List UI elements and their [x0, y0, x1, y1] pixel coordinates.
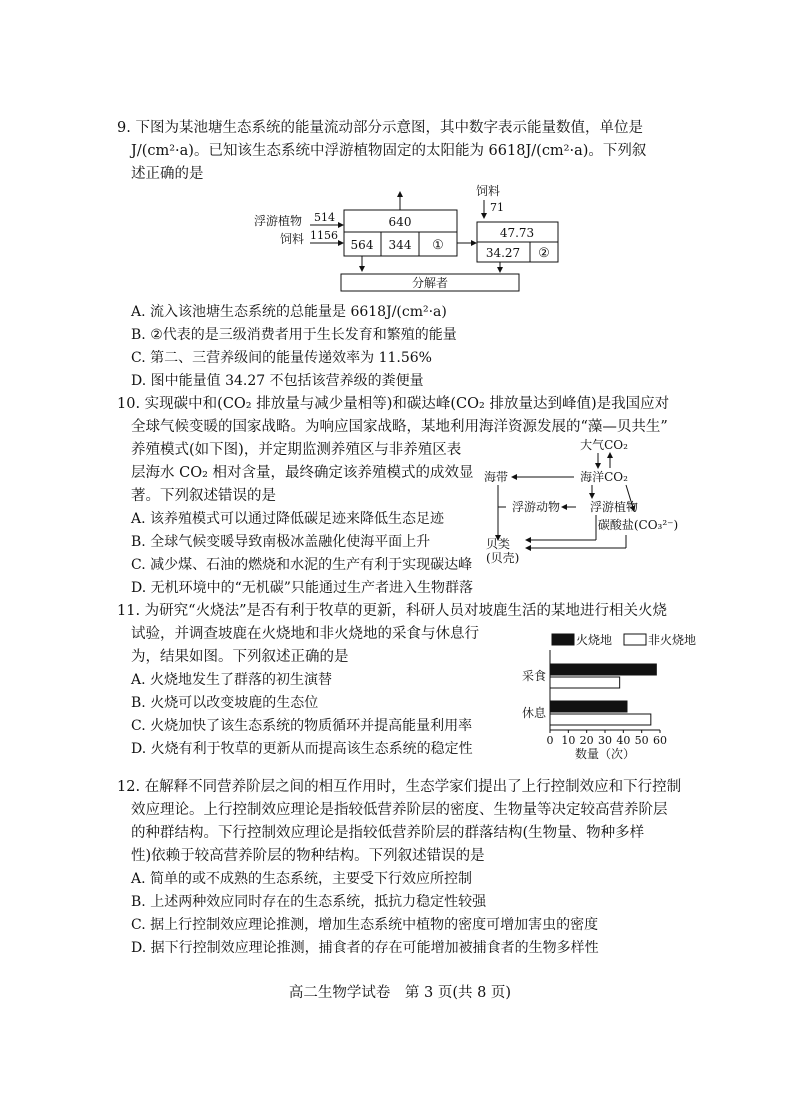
q11-option-c: C. 火烧加快了该生态系统的物质循环并提高能量利用率 — [131, 718, 473, 734]
box1-b: 344 — [388, 238, 412, 252]
ocean-co2: 海洋CO₂ — [580, 470, 628, 484]
page-footer: 高二生物学试卷 第 3 页(共 8 页) — [288, 985, 512, 1001]
q12-option-a: A. 简单的或不成熟的生态系统，主要受下行效应所控制 — [131, 871, 473, 887]
value-514: 514 — [314, 211, 335, 224]
q9-option-c: C. 第二、三营养级间的能量传递效率为 11.56% — [131, 350, 432, 366]
q10-option-b: B. 全球气候变暖导致南极冰盖融化使海平面上升 — [131, 534, 431, 550]
bar-burned-feeding — [550, 664, 656, 675]
q10-option-a: A. 该养殖模式可以通过降低碳足迹来降低生态足迹 — [131, 511, 445, 527]
bar-unburned-feeding — [550, 677, 620, 688]
q10-option-d: D. 无机环境中的“无机碳”只能通过生产者进入生物群落 — [131, 580, 473, 596]
q9-line-2: J/(cm²·a)。已知该生态系统中浮游植物固定的太阳能为 6618J/(cm²·a)。下列叙 — [131, 143, 647, 159]
value-71: 71 — [490, 201, 504, 214]
q11-bar-chart — [510, 630, 710, 765]
box1-c: ① — [432, 238, 444, 253]
q12-option-b: B. 上述两种效应同时存在的生态系统，抵抗力稳定性较强 — [131, 894, 487, 910]
q10-line-1: 10. 实现碳中和(CO₂ 排放量与减少量相等)和碳达峰(CO₂ 排放量达到峰值)是我国应对 — [117, 396, 670, 412]
q12-line-4: 性)依赖于较高营养阶层的物种结构。下列叙述错误的是 — [131, 848, 485, 864]
x-tick-label: 20 — [579, 734, 594, 747]
shellfish: 贝类 — [486, 537, 511, 551]
q9-option-a: A. 流入该池塘生态系统的总能量是 6618J/(cm²·a) — [131, 304, 447, 320]
q9-option-d: D. 图中能量值 34.27 不包括该营养级的粪便量 — [131, 373, 424, 389]
q10-line-3: 养殖模式(如下图)，并定期监测养殖区与非养殖区表 — [131, 442, 462, 458]
box2-a: 34.27 — [485, 246, 521, 260]
category-feeding: 采食 — [521, 669, 546, 683]
bar-burned-resting — [550, 701, 627, 712]
carbonate: 碳酸盐(CO₃²⁻) — [597, 518, 679, 532]
q11-line-2: 试验，并调查坡鹿在火烧地和非火烧地的采食与休息行 — [131, 626, 479, 642]
label-phytoplankton: 浮游植物 — [254, 214, 303, 228]
q12-line-3: 的种群结构。下行控制效应理论是指较低营养阶层的群落结构(生物量、物种多样 — [131, 825, 645, 841]
q9-energy-flow-diagram — [240, 180, 550, 300]
decomposer-label: 分解者 — [411, 276, 449, 290]
x-tick-label: 50 — [634, 734, 649, 747]
q10-line-4: 层海水 CO₂ 相对含量，最终确定该养殖模式的成效显 — [131, 465, 474, 481]
q11-option-a: A. 火烧地发生了群落的初生演替 — [131, 672, 333, 688]
q10-line-2: 全球气候变暖的国家战略。为响应国家战略，某地利用海洋资源发展的“藻—贝共生” — [131, 419, 668, 435]
bar-unburned-resting — [550, 714, 651, 725]
q11-option-b: B. 火烧可以改变坡鹿的生态位 — [131, 695, 319, 711]
legend-swatch-unburned — [624, 634, 646, 645]
q10-line-5: 著。下列叙述错误的是 — [131, 488, 276, 504]
q9-line-3: 述正确的是 — [131, 166, 204, 182]
q9-line-1: 9. 下图为某池塘生态系统的能量流动部分示意图，其中数字表示能量数值，单位是 — [117, 120, 643, 136]
q11-line-1: 11. 为研究“火烧法”是否有利于牧草的更新，科研人员对坡鹿生活的某地进行相关火烧 — [117, 603, 667, 619]
value-1156: 1156 — [310, 229, 338, 242]
box1-a: 564 — [350, 238, 374, 252]
q11-line-3: 为，结果如图。下列叙述正确的是 — [131, 649, 349, 665]
box2-top: 47.73 — [499, 226, 535, 240]
x-tick-label: 0 — [546, 734, 554, 747]
shell: (贝壳) — [486, 551, 520, 565]
box1-top: 640 — [388, 215, 412, 229]
x-tick-label: 40 — [616, 734, 631, 747]
phytoplankton: 浮游植物 — [589, 500, 639, 514]
q10-option-c: C. 减少煤、石油的燃烧和水泥的生产有利于实现碳达峰 — [131, 557, 473, 573]
kelp: 海带 — [484, 470, 509, 484]
legend-burned: 火烧地 — [576, 633, 613, 647]
box2-b: ② — [538, 246, 550, 261]
category-resting: 休息 — [521, 706, 546, 720]
label-feed-2: 饲料 — [476, 184, 501, 198]
q12-option-c: C. 据上行控制效应理论推测，增加生态系统中植物的密度可增加害虫的密度 — [131, 917, 599, 933]
legend-unburned: 非火烧地 — [648, 633, 697, 647]
q10-carbon-cycle-diagram — [476, 436, 679, 565]
legend-swatch-burned — [552, 634, 574, 645]
zooplankton: 浮游动物 — [511, 500, 561, 514]
x-tick-label: 60 — [653, 734, 667, 747]
atm-co2: 大气CO₂ — [580, 438, 628, 452]
q9-option-b: B. ②代表的是三级消费者用于生长发育和繁殖的能量 — [131, 327, 457, 343]
x-tick-label: 30 — [598, 734, 612, 747]
q11-option-d: D. 火烧有利于牧草的更新从而提高该生态系统的稳定性 — [131, 741, 473, 757]
label-feed: 饲料 — [280, 232, 305, 246]
q12-line-1: 12. 在解释不同营养阶层之间的相互作用时，生态学家们提出了上行控制效应和下行控制 — [117, 779, 682, 795]
x-tick-label: 10 — [561, 734, 576, 747]
x-axis-label: 数量（次） — [574, 747, 636, 761]
q12-option-d: D. 据下行控制效应理论推测，捕食者的存在可能增加被捕食者的生物多样性 — [131, 940, 599, 956]
q12-line-2: 效应理论。上行控制效应理论是指较低营养阶层的密度、生物量等决定较高营养阶层 — [131, 802, 668, 818]
